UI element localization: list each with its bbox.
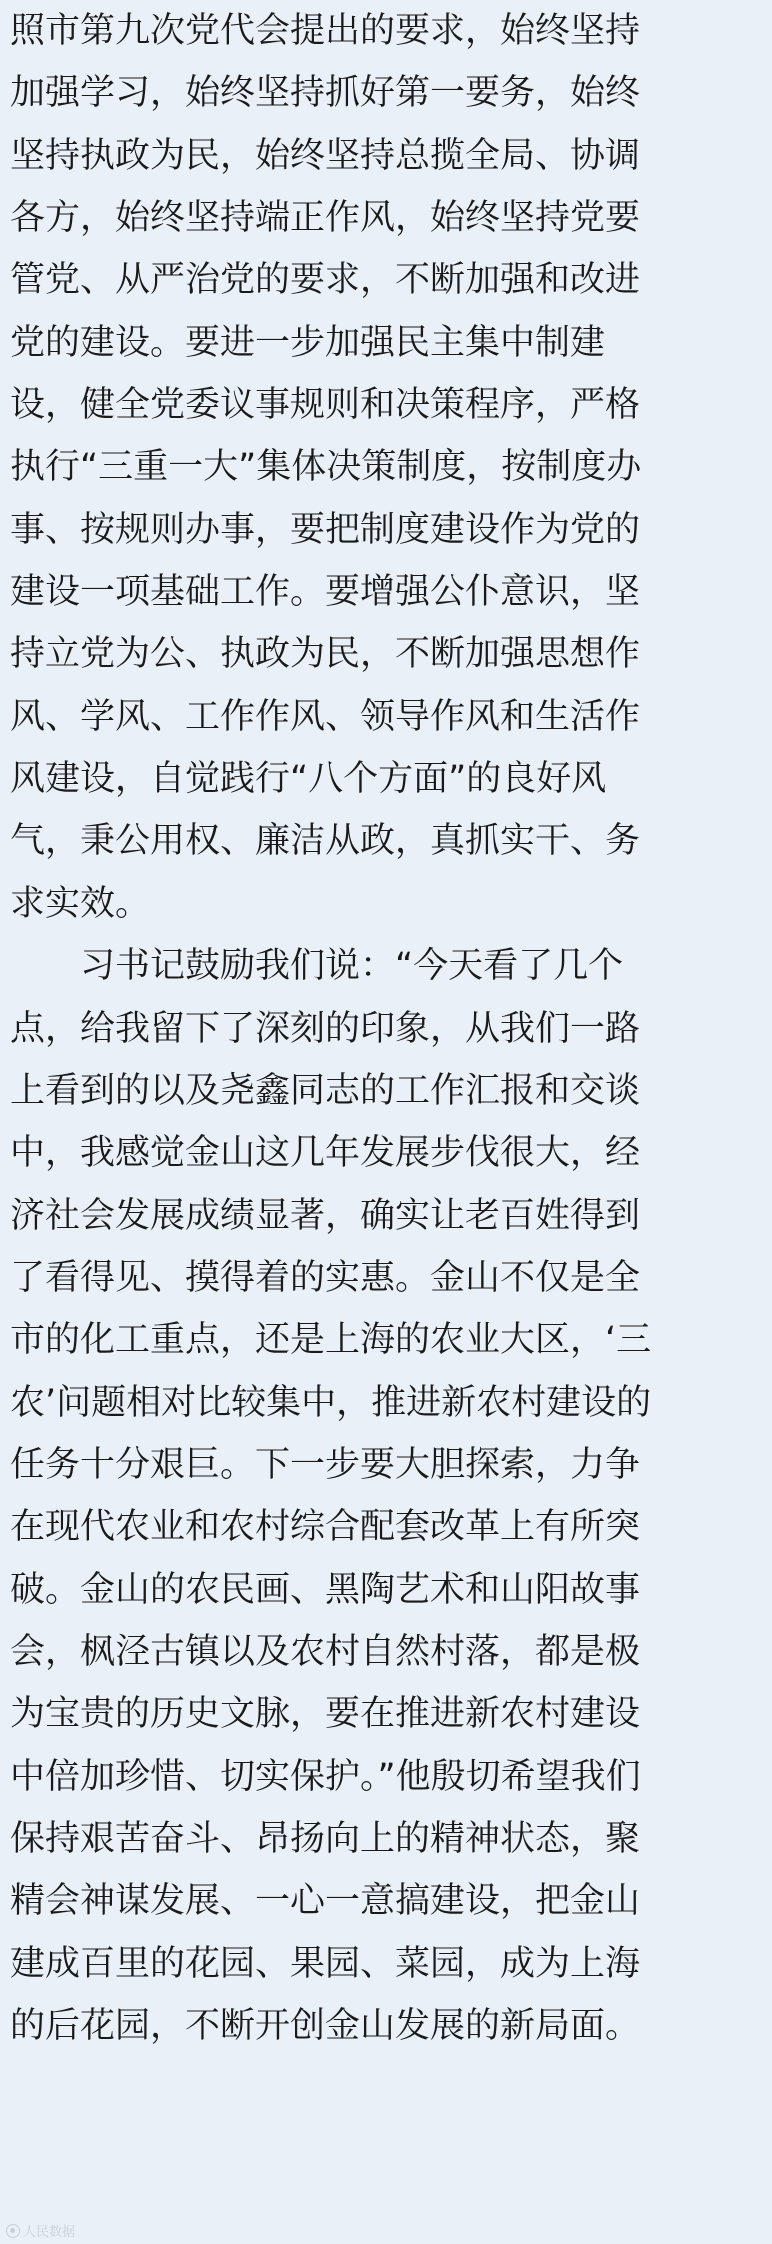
text-line: 加强学习，始终坚持抓好第一要务，始终 <box>10 73 641 114</box>
text-line: 习书记鼓励我们说：“今天看了几个 <box>10 946 624 987</box>
text-line: 坚持执政为民，始终坚持总揽全局、协调 <box>10 135 641 176</box>
text-line: 各方，始终坚持端正作风，始终坚持党要 <box>10 198 641 239</box>
watermark <box>6 2221 75 2240</box>
text-line: 市的化工重点，还是上海的农业大区，‘三 <box>10 1320 652 1361</box>
text-line: 照市第九次党代会提出的要求，始终坚持 <box>10 11 641 51</box>
text-line: 在现代农业和农村综合配套改革上有所突 <box>10 1507 641 1548</box>
text-line: 会，枫泾古镇以及农村自然村落，都是极 <box>10 1631 641 1672</box>
text-line: 任务十分艰巨。下一步要大胆探索，力争 <box>10 1444 641 1485</box>
text-line: 党的建设。要进一步加强民主集中制建 <box>10 322 606 363</box>
text-line: 持立党为公、执政为民，不断加强思想作 <box>10 634 641 675</box>
text-line: 破。金山的农民画、黑陶艺术和山阳故事 <box>10 1569 641 1610</box>
text-line: 风、学风、工作作风、领导作风和生活作 <box>10 696 641 737</box>
text-line: 管党、从严治党的要求，不断加强和改进 <box>10 260 641 301</box>
text-line: 设，健全党委议事规则和决策程序，严格 <box>10 385 641 426</box>
text-line: 农’问题相对比较集中，推进新农村建设的 <box>10 1382 652 1423</box>
text-line: 点，给我留下了深刻的印象，从我们一路 <box>10 1008 641 1049</box>
text-line: 气，秉公用权、廉洁从政，真抓实干、务 <box>10 821 641 862</box>
text-line: 保持艰苦奋斗、昂扬向上的精神状态，聚 <box>10 1818 641 1859</box>
text-line: 中，我感觉金山这几年发展步伐很大，经 <box>10 1133 641 1174</box>
text-line: 精会神谋发展、一心一意搞建设，把金山 <box>10 1881 641 1922</box>
text-line: 为宝贵的历史文脉，要在推进新农村建设 <box>10 1694 641 1735</box>
text-line: 求实效。 <box>10 883 151 924</box>
watermark-logo-icon <box>6 2224 20 2238</box>
text-line: 中倍加珍惜、切实保护。”他殷切希望我们 <box>10 1756 641 1797</box>
text-line: 济社会发展成绩显著，确实让老百姓得到 <box>10 1195 641 1236</box>
text-line: 建设一项基础工作。要增强公仆意识，坚 <box>10 572 641 613</box>
text-line: 执行“三重一大”集体决策制度，按制度办 <box>10 447 642 488</box>
text-line: 事、按规则办事，要把制度建设作为党的 <box>10 509 641 550</box>
text-line: 的后花园，不断开创金山发展的新局面。 <box>10 2006 641 2046</box>
text-line: 建成百里的花园、果园、菜园，成为上海 <box>10 1943 641 1984</box>
text-line: 上看到的以及尧鑫同志的工作汇报和交谈 <box>10 1070 641 1111</box>
watermark-text: 人民数据 <box>23 2225 76 2240</box>
text-line: 风建设，自觉践行“八个方面”的良好风 <box>10 759 607 800</box>
text-line: 了看得见、摸得着的实惠。金山不仅是全 <box>10 1257 641 1298</box>
